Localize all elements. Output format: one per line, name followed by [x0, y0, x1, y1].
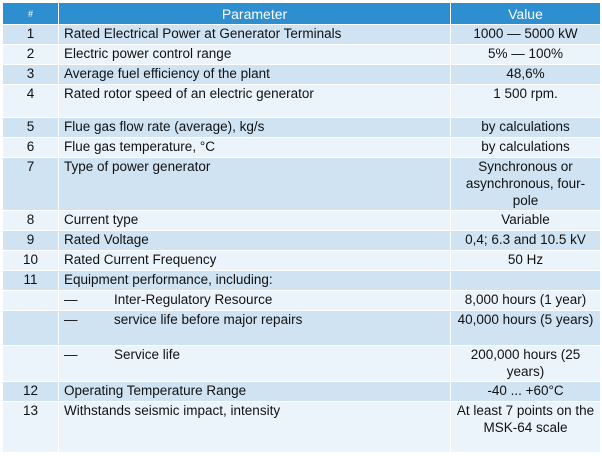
row-parameter-cell [59, 311, 451, 346]
row-number: 5 [3, 118, 59, 138]
table-row [3, 271, 601, 291]
row-value: 8,000 hours (1 year) [451, 291, 601, 311]
row-number: 10 [3, 251, 59, 271]
row-value: 40,000 hours (5 years) [451, 311, 601, 346]
row-value: Variable [451, 211, 601, 231]
table-row [3, 251, 601, 271]
table-row [3, 402, 601, 453]
table-row [3, 231, 601, 251]
row-parameter: Rated Current Frequency [59, 251, 451, 271]
table-row [3, 25, 601, 45]
row-number: 7 [3, 158, 59, 211]
row-parameter: Flue gas flow rate (average), kg/s [59, 118, 451, 138]
row-value: by calculations [451, 118, 601, 138]
row-value: 0,4; 6.3 and 10.5 kV [451, 231, 601, 251]
table-subrow [3, 291, 601, 311]
row-parameter: Flue gas temperature, °C [59, 138, 451, 158]
row-parameter: Average fuel efficiency of the plant [59, 65, 451, 85]
row-value: Synchronous or asynchronous, four-pole [451, 158, 601, 211]
header-value: Value [451, 3, 601, 25]
row-parameter: Rated rotor speed of an electric generator [59, 85, 451, 118]
row-parameter: Equipment performance, including: [59, 271, 451, 291]
table-row [3, 138, 601, 158]
dash-marker: — [64, 312, 78, 327]
row-value: 50 Hz [451, 251, 601, 271]
row-value [451, 271, 601, 291]
table-row [3, 45, 601, 65]
row-parameter: Rated Electrical Power at Generator Terminals [59, 25, 451, 45]
table-header-row [3, 3, 601, 25]
row-value: by calculations [451, 138, 601, 158]
row-parameter: Service life [114, 347, 181, 362]
row-parameter: Electric power control range [59, 45, 451, 65]
row-number: 3 [3, 65, 59, 85]
table-row [3, 158, 601, 211]
row-number: 8 [3, 211, 59, 231]
table-subrow [3, 311, 601, 346]
row-value: At least 7 points on the MSK-64 scale [451, 402, 601, 453]
row-parameter-cell [59, 346, 451, 382]
row-number: 1 [3, 25, 59, 45]
row-value: -40 ... +60°C [451, 382, 601, 402]
row-value: 1 500 rpm. [451, 85, 601, 118]
specifications-table [2, 2, 601, 453]
row-parameter: Type of power generator [59, 158, 451, 211]
specifications-table-container [2, 2, 600, 453]
row-number: 9 [3, 231, 59, 251]
dash-marker: — [64, 347, 78, 362]
row-parameter: Current type [59, 211, 451, 231]
row-parameter: Withstands seismic impact, intensity [59, 402, 451, 453]
row-number: 13 [3, 402, 59, 453]
row-number [3, 346, 59, 382]
row-parameter: Inter-Regulatory Resource [114, 292, 273, 307]
row-parameter: Rated Voltage [59, 231, 451, 251]
dash-marker: — [64, 292, 78, 307]
table-row [3, 65, 601, 85]
header-number: # [3, 3, 59, 25]
row-number [3, 311, 59, 346]
row-number: 6 [3, 138, 59, 158]
row-parameter: Operating Temperature Range [59, 382, 451, 402]
header-parameter: Parameter [59, 3, 451, 25]
row-parameter-cell [59, 291, 451, 311]
table-row [3, 382, 601, 402]
row-number: 11 [3, 271, 59, 291]
row-number [3, 291, 59, 311]
row-value: 200,000 hours (25 years) [451, 346, 601, 382]
row-value: 5% — 100% [451, 45, 601, 65]
table-row [3, 85, 601, 118]
table-row [3, 118, 601, 138]
table-subrow [3, 346, 601, 382]
row-number: 4 [3, 85, 59, 118]
row-number: 12 [3, 382, 59, 402]
row-parameter: service life before major repairs [114, 312, 303, 327]
row-value: 1000 — 5000 kW [451, 25, 601, 45]
row-value: 48,6% [451, 65, 601, 85]
table-row [3, 211, 601, 231]
row-number: 2 [3, 45, 59, 65]
